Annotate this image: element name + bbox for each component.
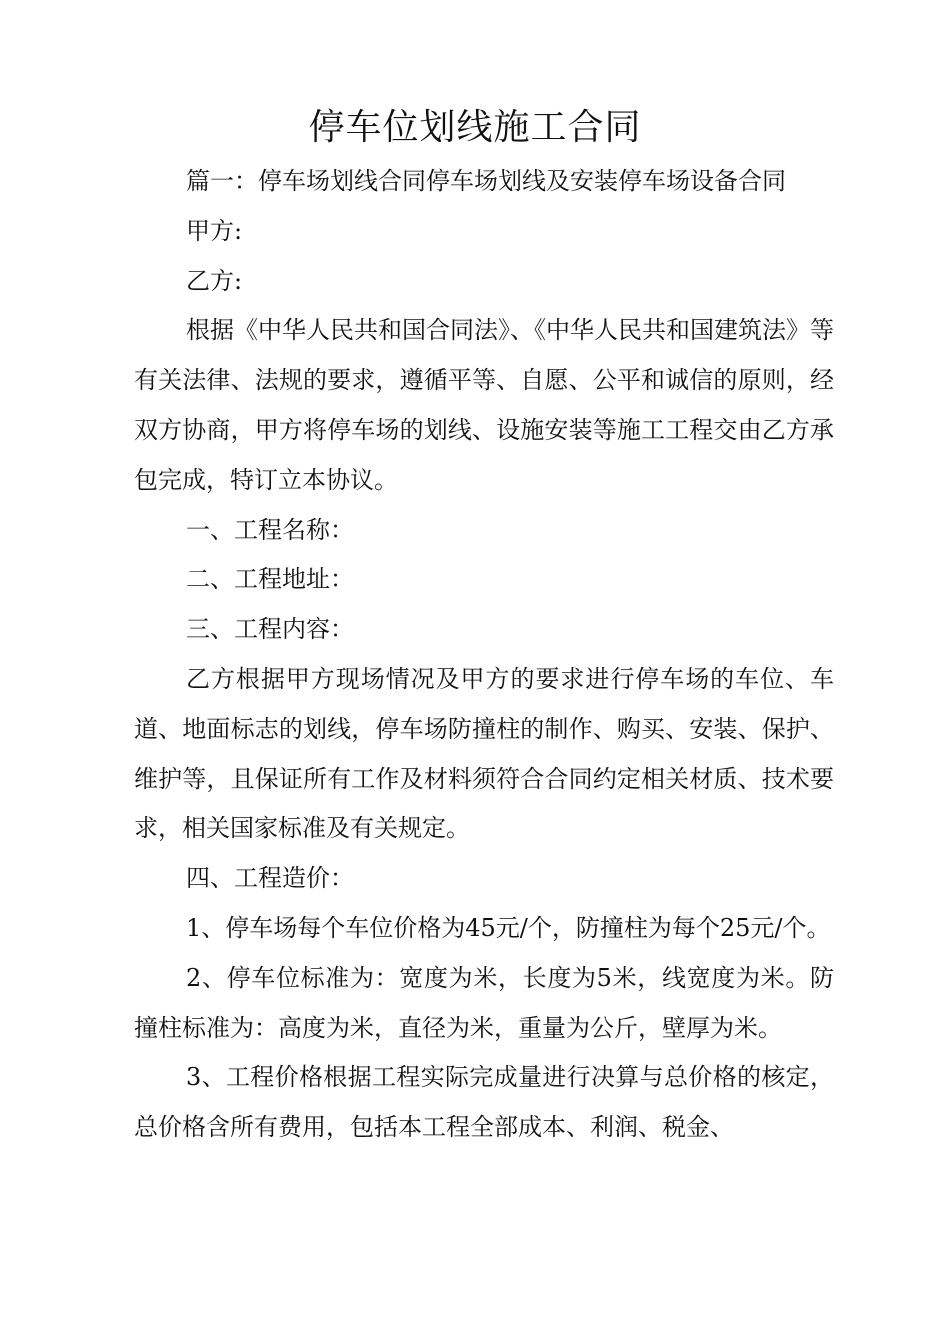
- document-body: [134, 157, 834, 1153]
- paragraph-party-b: 乙方:: [186, 266, 243, 295]
- paragraph-project-content-heading: 三、工程内容：: [186, 615, 354, 644]
- paragraph-project-address: 二、工程地址：: [186, 565, 354, 594]
- paragraph-project-content: 乙方根据甲方现场情况及甲方的要求进行停车场的车位、车道、地面标志的划线，停车场防撞柱的制作、购买、安装、保护、维护等，且保证所有工作及材料须符合合同约定相关材质、技术要求，相关国家标准及有关规定。: [134, 664, 834, 843]
- paragraph-section-heading: 篇一：停车场划线合同停车场划线及安装停车场设备合同: [186, 167, 786, 195]
- paragraph-party-a: 甲方:: [186, 216, 243, 245]
- document-title: 停车位划线施工合同: [308, 107, 642, 148]
- paragraph-project-name: 一、工程名称：: [186, 515, 354, 544]
- paragraph-cost-item-1: 1、停车场每个车位价格为45元/个，防撞柱为每个25元/个。: [186, 913, 831, 942]
- paragraph-cost-item-2: 2、停车位标准为：宽度为米，长度为5米，线宽度为米。防撞柱标准为：高度为米，直径为米，重量为公斤，壁厚为米。: [134, 963, 834, 1042]
- paragraph-cost-item-3: 3、工程价格根据工程实际完成量进行决算与总价格的核定，总价格含所有费用，包括本工程全部成本、利润、税金、: [134, 1063, 834, 1142]
- paragraph-preamble: 根据《中华人民共和国合同法》、《中华人民共和国建筑法》等有关法律、法规的要求，遵循平等、自愿、公平和诚信的原则，经双方协商，甲方将停车场的划线、设施安装等施工工程交由乙方承包完成，特订立本协议。: [134, 316, 834, 494]
- paragraph-project-cost-heading: 四、工程造价：: [186, 864, 354, 893]
